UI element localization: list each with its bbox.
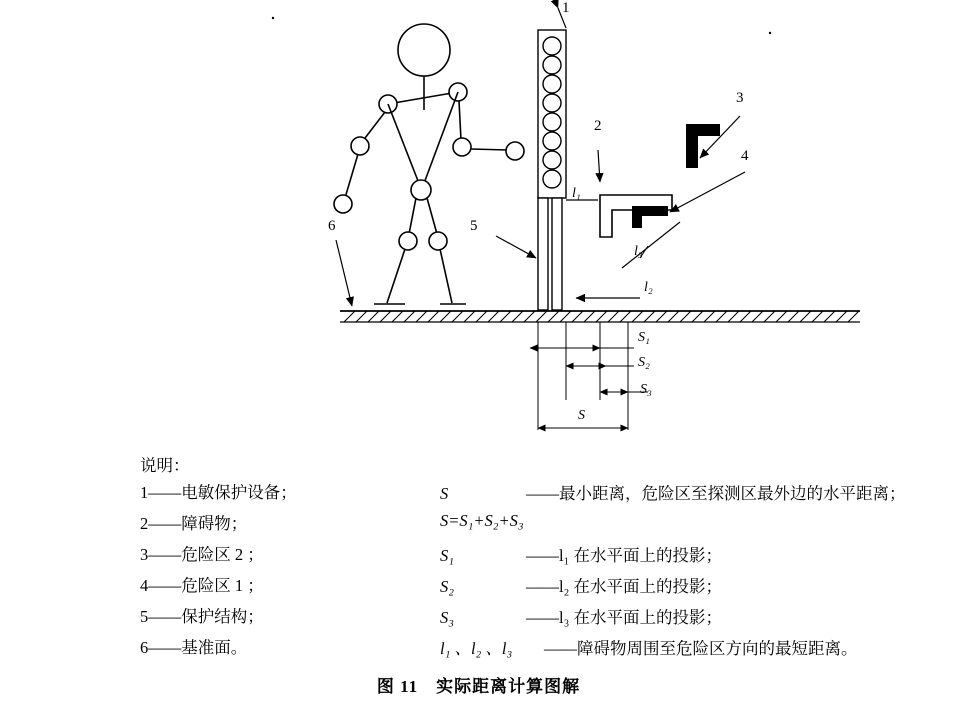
callout-4: 4 — [741, 148, 749, 164]
legend-title: 说明： — [140, 456, 190, 475]
callout-5: 5 — [470, 218, 478, 234]
symbol-S2-desc: ——l₂ 在水平面上的投影； — [526, 577, 722, 596]
symbol-S1-desc: ——l₁ 在水平面上的投影； — [526, 546, 722, 565]
espe-device — [538, 30, 566, 198]
leader-5 — [496, 236, 536, 258]
leader-6 — [336, 240, 352, 306]
legend-left-column — [140, 452, 440, 669]
dim-l3 — [622, 222, 680, 268]
callout-1: 1 — [562, 0, 570, 16]
symbol-S2: S₂ — [440, 577, 454, 596]
danger-zone-1 — [632, 206, 668, 228]
label-l2: l₂ — [644, 280, 653, 295]
protective-structure — [538, 198, 562, 310]
callout-2: 2 — [594, 118, 602, 134]
callout-3: 3 — [736, 90, 744, 106]
legend-symbol-row-S3 — [440, 604, 940, 635]
figure-caption: 图 11 实际距离计算图解 — [376, 677, 581, 696]
legend-equation: S=S₁+S₂+S₃ — [440, 511, 524, 530]
leader-4 — [670, 172, 745, 212]
symbol-S3: S₃ — [440, 608, 454, 627]
legend-symbol-row-S — [440, 480, 940, 511]
symbol-S-desc: ——最小距离，危险区至探测区最外边的水平距离； — [526, 484, 906, 503]
symbol-S1: S₁ — [440, 546, 454, 565]
label-S2: S₂ — [638, 355, 650, 370]
leader-3 — [700, 116, 740, 158]
ground-reference-plane — [340, 311, 860, 322]
label-l1: l₁ — [572, 186, 581, 201]
label-l3: l₃ — [634, 244, 643, 259]
legend-item-3: 3——危险区 2 ； — [140, 545, 264, 564]
legend-item-6: 6——基准面。 — [140, 638, 248, 657]
legend-item-1: 1——电敏保护设备； — [140, 483, 297, 502]
symbol-l-group-desc: ——障碍物周围至危险区方向的最短距离。 — [544, 639, 858, 658]
legend-item-5: 5——保护结构； — [140, 607, 264, 626]
legend-symbol-row-S1 — [440, 542, 940, 573]
symbol-l-group: l₁ 、l₂ 、l₃ — [440, 639, 513, 658]
legend — [0, 452, 957, 667]
label-S1: S₁ — [638, 330, 650, 345]
symbol-S: S — [440, 484, 449, 503]
callout-6: 6 — [328, 218, 336, 234]
danger-zone-2 — [686, 124, 720, 168]
legend-symbol-row-l — [440, 635, 940, 666]
legend-symbol-row-S2 — [440, 573, 940, 604]
symbol-S3-desc: ——l₃ 在水平面上的投影； — [526, 608, 722, 627]
label-S: S — [578, 408, 585, 423]
label-S3: S₃ — [640, 382, 652, 397]
leader-2 — [598, 150, 600, 182]
legend-item-2: 2——障碍物； — [140, 514, 248, 533]
legend-item-4: 4——危险区 1 ； — [140, 576, 264, 595]
person-figure — [334, 24, 524, 304]
legend-right-column — [440, 480, 940, 666]
